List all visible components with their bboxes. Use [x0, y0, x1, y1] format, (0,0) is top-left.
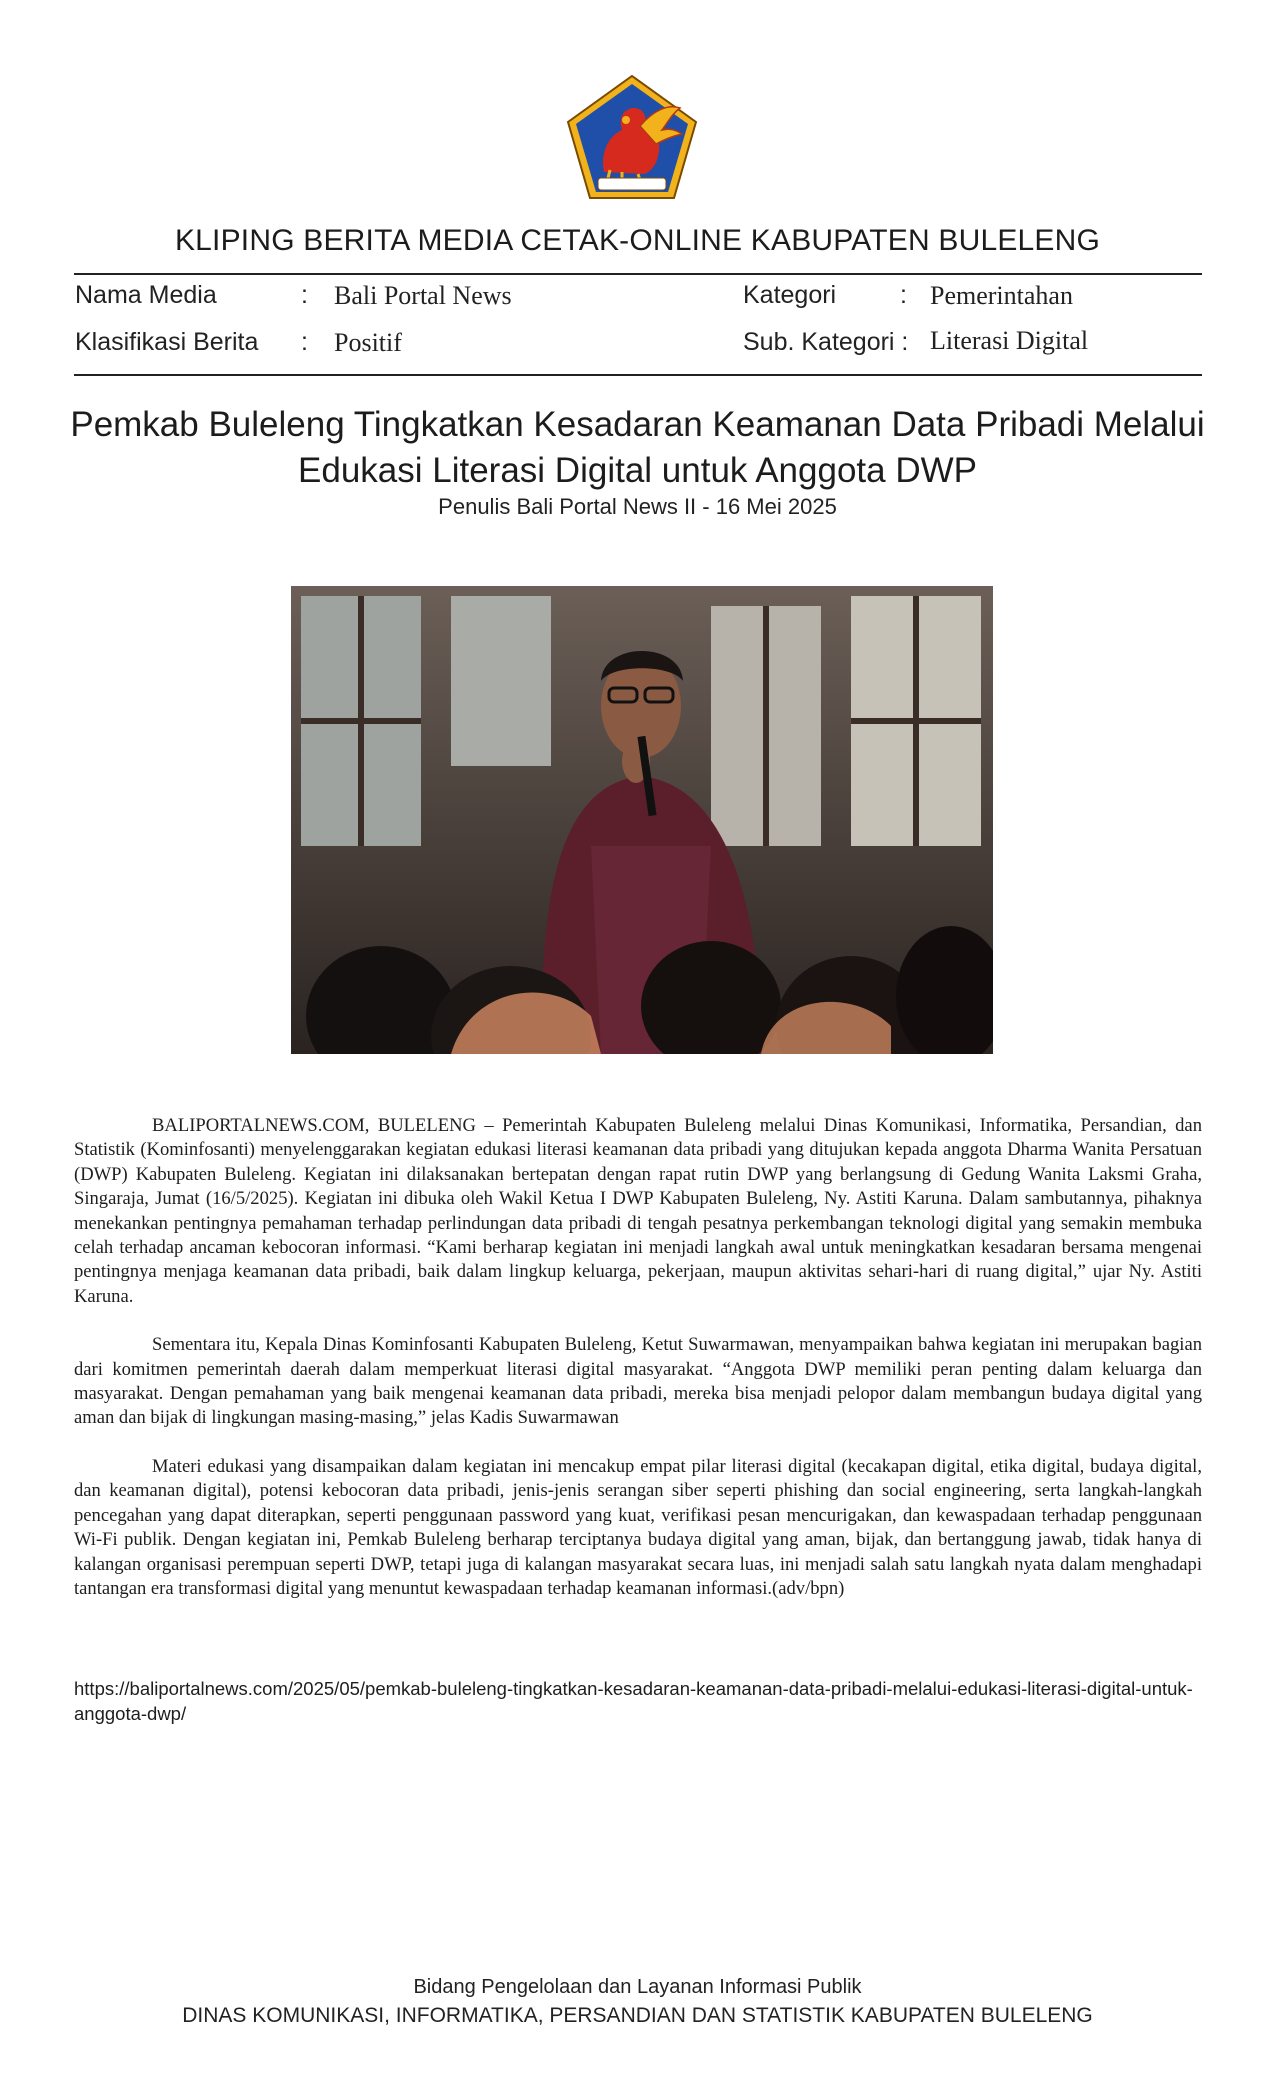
- media-colon: :: [301, 281, 308, 309]
- paragraph-2: Sementara itu, Kepala Dinas Kominfosanti Kabupaten Buleleng, Ketut Suwarmawan, menyampaikan bahwa kegiatan ini merupakan bagian dari komitmen pemerintah daerah dalam memperkuat literasi digital masyarakat. “Anggota DWP memiliki peran penting dalam keluarga dan masyarakat. Dengan pemahaman yang baik mengenai keamanan data pribadi, mereka bisa menjadi pelopor dalam membangun budaya digital yang aman dan bijak di lingkungan masing-masing,” jelas Kadis Suwarmawan: [74, 1334, 1202, 1429]
- media-value: Bali Portal News: [334, 281, 512, 310]
- classification-value: Positif: [334, 328, 402, 357]
- paragraph-1: BALIPORTALNEWS.COM, BULELENG – Pemerintah Kabupaten Buleleng melalui Dinas Komunikasi, Informatika, Persandian, dan Statistik (Kominfosanti) menyelenggarakan kegiatan edukasi literasi keamanan data pribadi yang ditujukan kepada anggota Dharma Wanita Persatuan (DWP) Kabupaten Buleleng. Kegiatan ini dilaksanakan bertepatan dengan rapat rutin DWP yang berlangsung di Gedung Wanita Laksmi Graha, Singaraja, Jumat (16/5/2025). Kegiatan ini dibuka oleh Wakil Ketua I DWP Kabupaten Buleleng, Ny. Astiti Karuna. Dalam sambutannya, pihaknya menekankan pentingnya pemahaman terhadap perlindungan data pribadi di tengah pesatnya perkembangan teknologi digital yang semakin membuka celah terhadap ancaman kebocoran informasi. “Kami berharap kegiatan ini menjadi langkah awal untuk meningkatkan kesadaran bersama mengenai pentingnya menjaga keamanan data pribadi, baik dalam lingkup keluarga, pekerjaan, maupun aktivitas sehari-hari di ruang digital,” ujar Ny. Astiti Karuna.: [74, 1115, 1202, 1307]
- article-photo: [291, 586, 993, 1054]
- category-label: Kategori: [743, 281, 837, 309]
- crest-icon: [564, 74, 700, 204]
- top-divider: [74, 273, 1202, 275]
- footer-agency: DINAS KOMUNIKASI, INFORMATIKA, PERSANDIAN DAN STATISTIK KABUPATEN BULELENG: [182, 2004, 1093, 2027]
- footer-division: Bidang Pengelolaan dan Layanan Informasi Publik: [413, 1976, 862, 1998]
- speaker-photo-illustration: [291, 586, 993, 1054]
- category-colon: :: [900, 281, 907, 309]
- bottom-divider: [74, 374, 1202, 376]
- subcategory-value: Literasi Digital: [930, 326, 1089, 355]
- article-headline: [60, 402, 1215, 494]
- paragraph-3: Materi edukasi yang disampaikan dalam kegiatan ini mencakup empat pilar literasi digital (kecakapan digital, etika digital, budaya digital, dan keamanan digital), potensi kebocoran data pribadi, jenis-jenis serangan siber seperti phishing dan social engineering, serta langkah-langkah pencegahan yang dapat diterapkan, seperti penggunaan password yang kuat, verifikasi pesan mencurigakan, dan kewaspadaan terhadap penggunaan Wi-Fi publik. Dengan kegiatan ini, Pemkab Buleleng berharap terciptanya budaya digital yang aman, bijak, dan bertanggung jawab, tidak hanya di kalangan organisasi perempuan seperti DWP, tetapi juga di kalangan masyarakat secara luas, ini menjadi salah satu langkah nyata dalam menghadapi tantangan era transformasi digital yang menuntut kewaspadaan terhadap keamanan informasi.(adv/bpn): [74, 1455, 1202, 1599]
- classification-label: Klasifikasi Berita: [75, 328, 259, 356]
- buleleng-crest-logo: [564, 74, 700, 204]
- headline-line-2: Edukasi Literasi Digital untuk Anggota DWP: [298, 451, 977, 490]
- category-value: Pemerintahan: [930, 281, 1073, 310]
- article-body: [74, 1114, 1202, 1625]
- media-label: Nama Media: [75, 281, 217, 309]
- source-url-link[interactable]: https://baliportalnews.com/2025/05/pemkab-buleleng-tingkatkan-kesadaran-keamanan-data-pribadi-melalui-edukasi-literasi-digital-untuk-anggota-dwp/: [74, 1678, 1193, 1724]
- classification-colon: :: [301, 328, 308, 356]
- subcategory-label: Sub. Kategori :: [743, 328, 909, 356]
- document-title: KLIPING BERITA MEDIA CETAK-ONLINE KABUPATEN BULELENG: [174, 224, 1101, 257]
- article-byline: Penulis Bali Portal News II - 16 Mei 2025: [438, 494, 837, 519]
- headline-line-1: Pemkab Buleleng Tingkatkan Kesadaran Keamanan Data Pribadi Melalui: [70, 405, 1205, 444]
